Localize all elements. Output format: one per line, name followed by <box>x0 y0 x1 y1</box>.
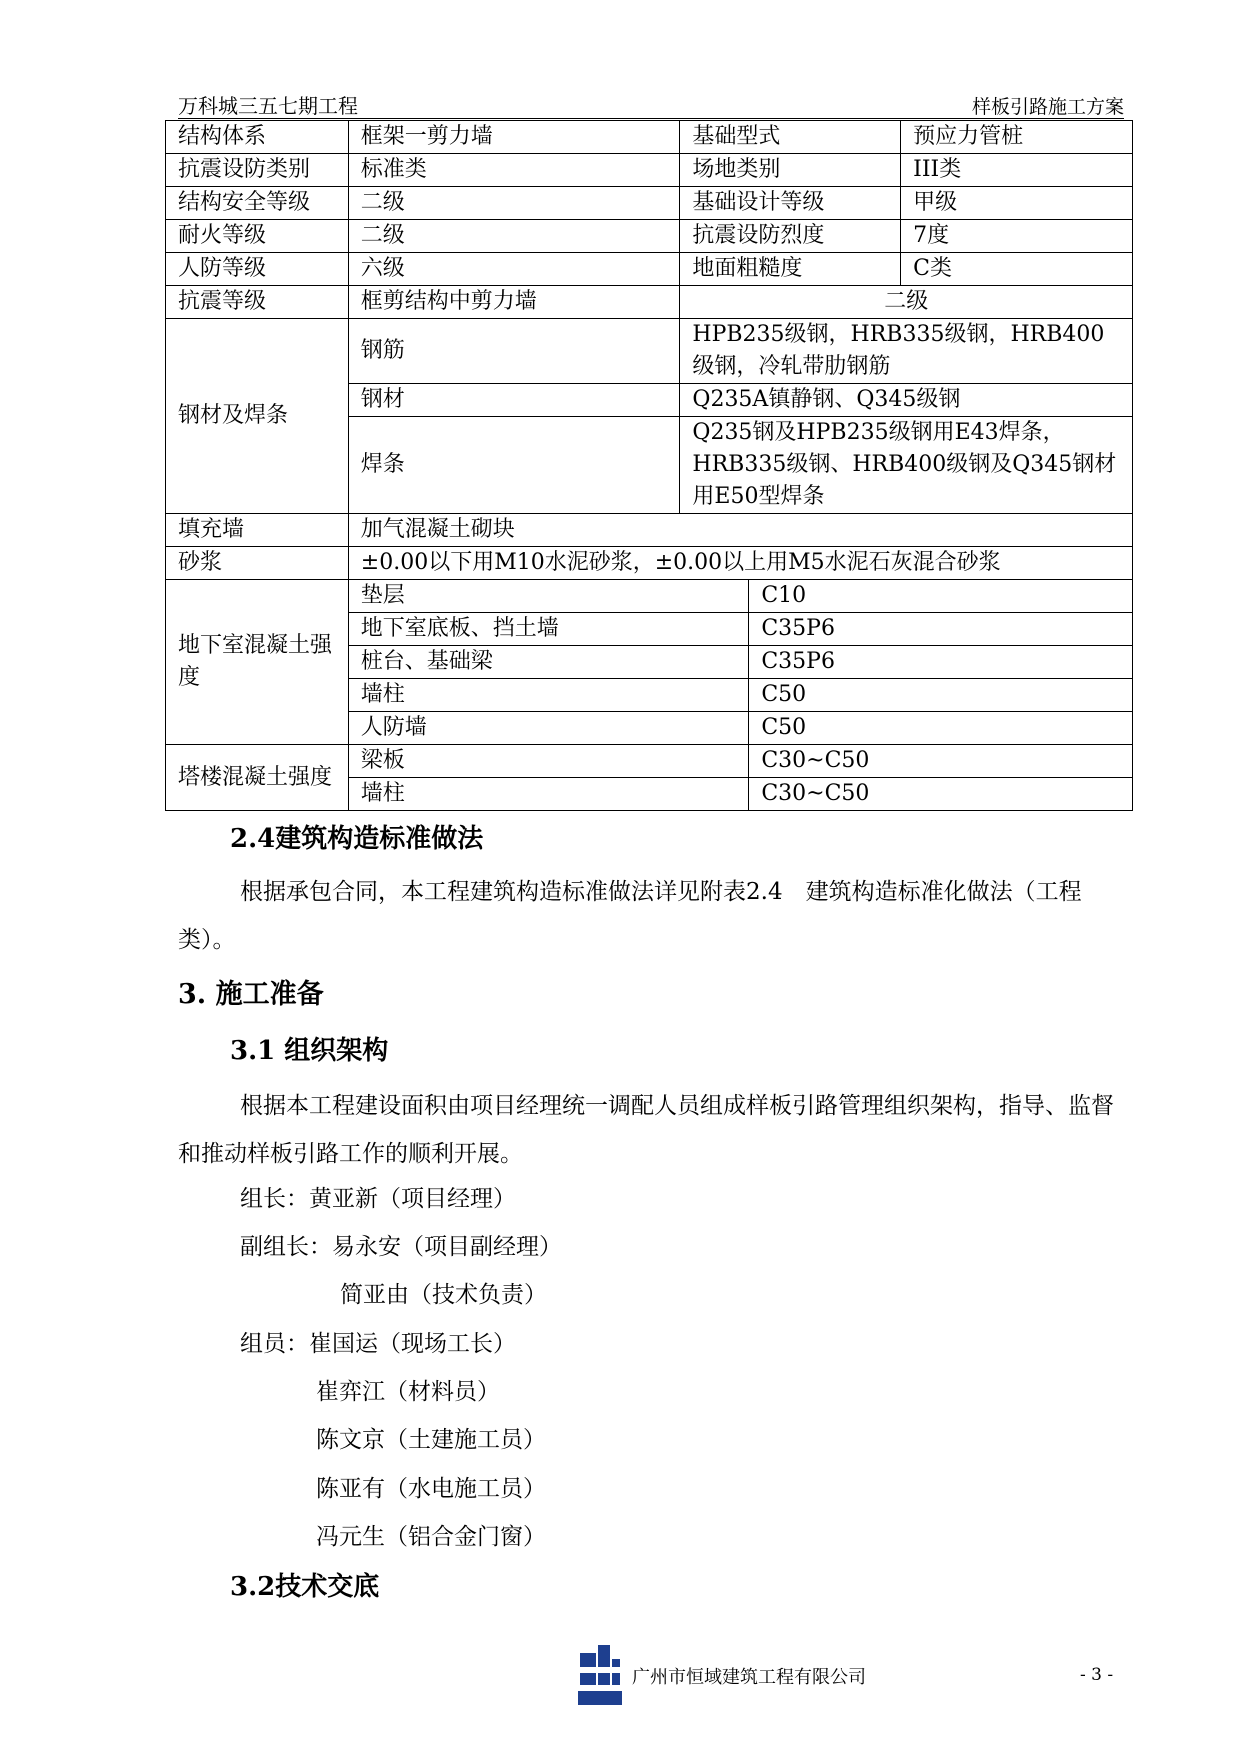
document-title: 样板引路施工方案 <box>971 96 1124 118</box>
section-heading-3-1: 3.1 组织架构 <box>230 1036 389 1066</box>
table-cell: C50 <box>749 712 1133 745</box>
table-cell: 桩台、基础梁 <box>348 646 749 679</box>
table-row <box>166 547 1133 580</box>
table-cell: 抗震等级 <box>166 286 349 319</box>
table-cell: 耐火等级 <box>166 220 349 253</box>
table-cell: 填充墙 <box>166 514 349 547</box>
table-cell: C50 <box>749 679 1133 712</box>
table-cell: 场地类别 <box>680 154 901 187</box>
table-cell: 墙柱 <box>348 679 749 712</box>
section-heading-2-4: 2.4建筑构造标准做法 <box>230 824 484 854</box>
table-group-cell: 塔楼混凝土强度 <box>166 745 349 811</box>
table-cell: 框架一剪力墙 <box>348 121 680 154</box>
section-2-4-body: 根据承包合同，本工程建筑构造标准做法详见附表2.4 建筑构造标准化做法（工程类）。 <box>178 879 1082 953</box>
org-member-2: 崔弈江（材料员） <box>316 1379 500 1405</box>
page-footer <box>0 1645 1241 1725</box>
table-cell: HPB235级钢，HRB335级钢，HRB400级钢，冷轧带肋钢筋 <box>680 319 1133 384</box>
table-row <box>166 514 1133 547</box>
table-cell: 焊条 <box>348 417 680 514</box>
table-cell: 墙柱 <box>348 778 749 811</box>
table-cell: 钢材 <box>348 384 680 417</box>
table-cell: 抗震设防类别 <box>166 154 349 187</box>
table-row <box>166 154 1133 187</box>
table-cell: 结构安全等级 <box>166 187 349 220</box>
project-name: 万科城三五七期工程 <box>178 94 358 118</box>
table-cell: 地下室底板、挡土墙 <box>348 613 749 646</box>
org-member: 组员：崔国运（现场工长） <box>240 1331 516 1357</box>
table-row <box>166 319 1133 384</box>
table-cell: 垫层 <box>348 580 749 613</box>
table-row <box>166 187 1133 220</box>
table-cell: C30~C50 <box>749 745 1133 778</box>
table-cell: 基础设计等级 <box>680 187 901 220</box>
table-cell: 梁板 <box>348 745 749 778</box>
table-row <box>166 286 1133 319</box>
table-group-cell: 钢材及焊条 <box>166 319 349 514</box>
table-cell: 钢筋 <box>348 319 680 384</box>
company-name: 广州市恒域建筑工程有限公司 <box>632 1667 866 1688</box>
table-cell: 基础型式 <box>680 121 901 154</box>
org-member-3: 陈文京（土建施工员） <box>316 1427 546 1453</box>
table-cell: 二级 <box>348 187 680 220</box>
table-group-cell: 地下室混凝土强度 <box>166 580 349 745</box>
table-cell: 7度 <box>901 220 1133 253</box>
table-cell: C35P6 <box>749 613 1133 646</box>
table-cell: 二级 <box>680 286 1133 319</box>
org-member-4: 陈亚有（水电施工员） <box>316 1476 546 1502</box>
table-row <box>166 745 1133 778</box>
section-heading-3: 3. 施工准备 <box>178 979 324 1010</box>
project-spec-table <box>165 120 1133 811</box>
table-cell: ±0.00以下用M10水泥砂浆，±0.00以上用M5水泥石灰混合砂浆 <box>348 547 1132 580</box>
table-cell: 甲级 <box>901 187 1133 220</box>
table-cell: Q235A镇静钢、Q345级钢 <box>680 384 1133 417</box>
table-row <box>166 121 1133 154</box>
table-cell: 地面粗糙度 <box>680 253 901 286</box>
table-cell: 标准类 <box>348 154 680 187</box>
section-3-1-body: 根据本工程建设面积由项目经理统一调配人员组成样板引路管理组织架构，指导、监督和推动样板引路工作的顺利开展。 <box>178 1093 1114 1167</box>
org-leader: 组长：黄亚新（项目经理） <box>240 1186 516 1212</box>
page-number: - 3 - <box>1080 1665 1114 1685</box>
table-cell: 六级 <box>348 253 680 286</box>
table-cell: 结构体系 <box>166 121 349 154</box>
table-cell: 人防等级 <box>166 253 349 286</box>
table-cell: C35P6 <box>749 646 1133 679</box>
table-cell: 抗震设防烈度 <box>680 220 901 253</box>
table-cell: III类 <box>901 154 1133 187</box>
page-header <box>178 86 1124 119</box>
table-row <box>166 580 1133 613</box>
org-deputy: 副组长：易永安（项目副经理） <box>240 1234 562 1260</box>
section-heading-3-2: 3.2技术交底 <box>230 1572 380 1602</box>
org-member-5: 冯元生（铝合金门窗） <box>316 1524 546 1550</box>
table-cell: Q235钢及HPB235级钢用E43焊条，HRB335级钢、HRB400级钢及Q345钢材用E50型焊条 <box>680 417 1133 514</box>
table-cell: C类 <box>901 253 1133 286</box>
table-cell: 二级 <box>348 220 680 253</box>
table-cell: C30~C50 <box>749 778 1133 811</box>
table-row <box>166 253 1133 286</box>
table-cell: 预应力管桩 <box>901 121 1133 154</box>
table-cell: 框剪结构中剪力墙 <box>348 286 680 319</box>
table-cell: C10 <box>749 580 1133 613</box>
table-row <box>166 220 1133 253</box>
table-cell: 加气混凝土砌块 <box>348 514 1132 547</box>
org-deputy-2: 简亚由（技术负责） <box>340 1282 547 1308</box>
table-cell: 人防墙 <box>348 712 749 745</box>
company-logo-icon <box>578 1645 622 1707</box>
table-cell: 砂浆 <box>166 547 349 580</box>
